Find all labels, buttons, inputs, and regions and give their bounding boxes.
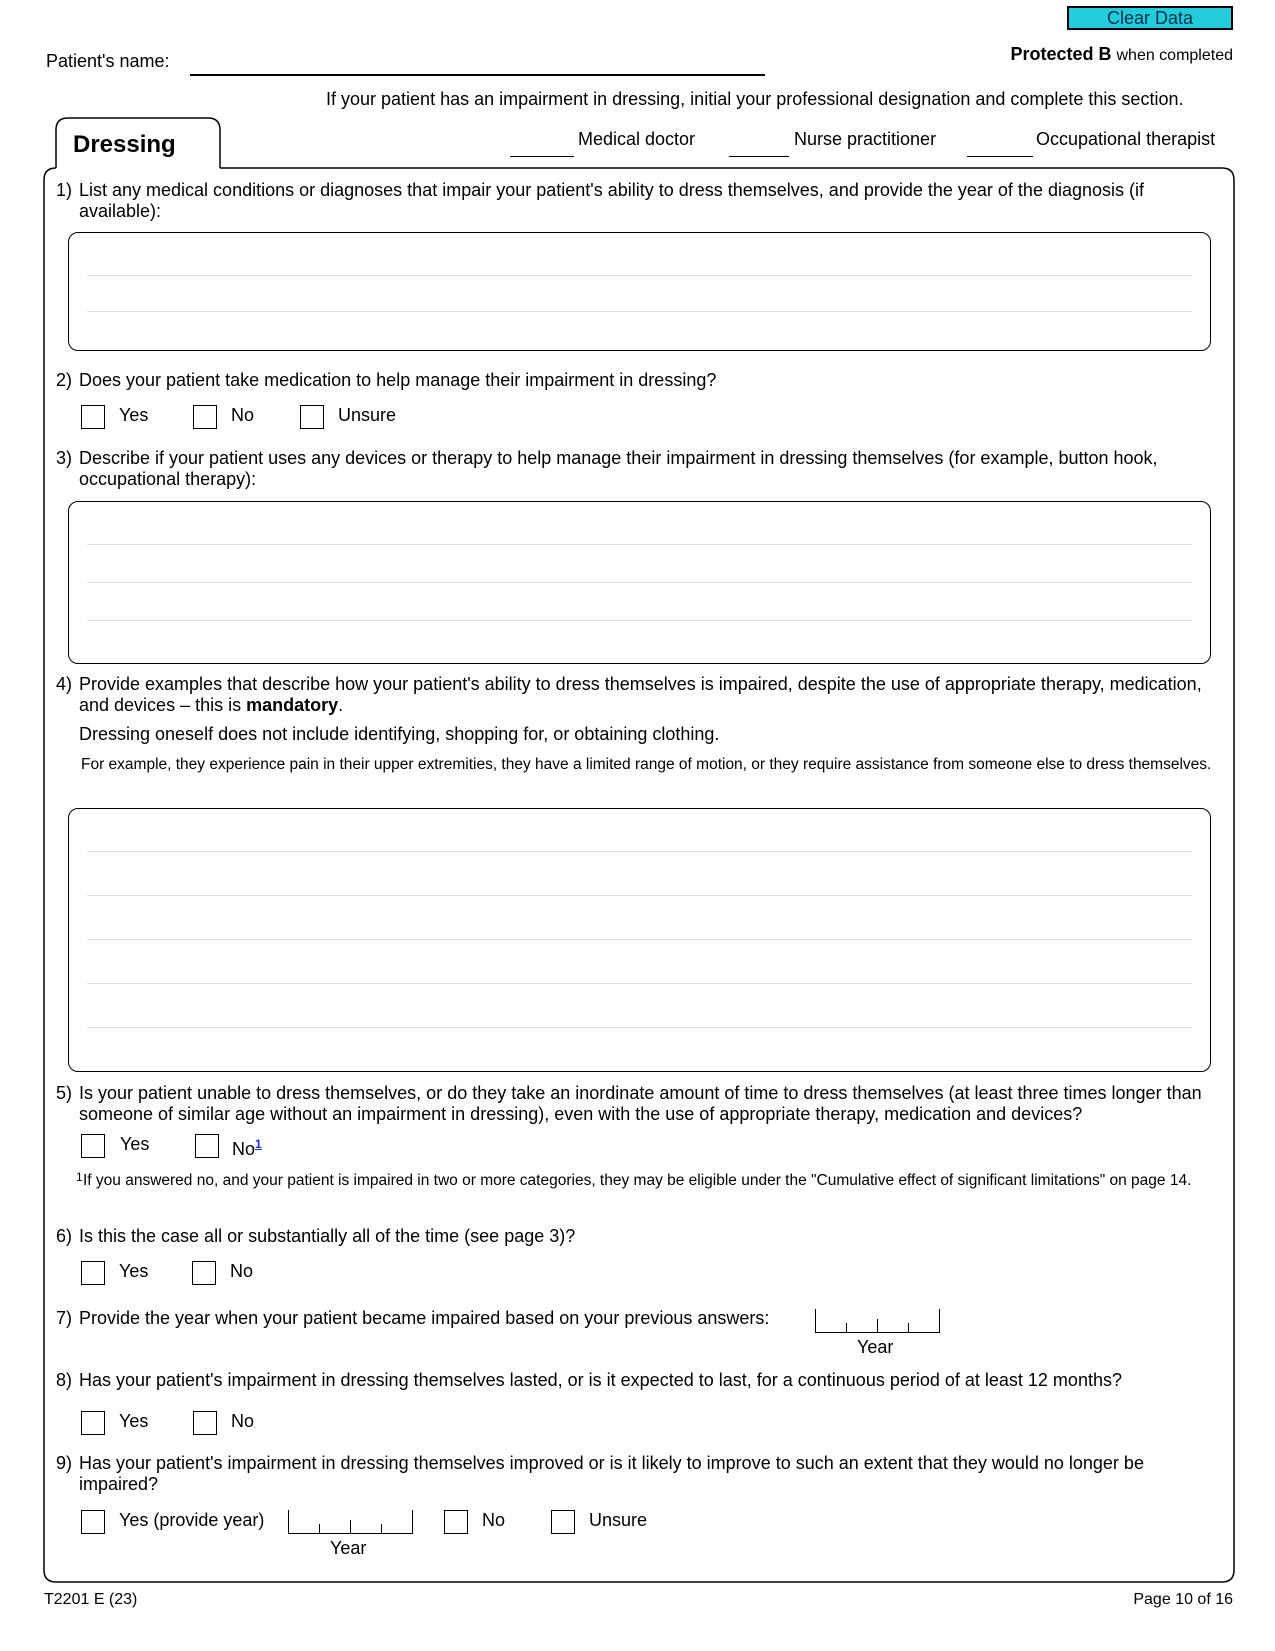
q9-no-checkbox[interactable] (444, 1510, 468, 1534)
q4-example: For example, they experience pain in their upper extremities, they have a limited range of motion, or they require assistance from someone else to dress themselves. (81, 756, 1212, 773)
patient-name-label: Patient's name: (46, 51, 170, 71)
page-number: Page 10 of 16 (1133, 1591, 1233, 1608)
q5-footnote-link[interactable]: 1 (255, 1137, 262, 1151)
q1-textarea[interactable] (68, 232, 1211, 351)
q2-yes-checkbox[interactable] (81, 405, 105, 429)
q1-number: 1) (56, 180, 73, 200)
protected-b: Protected B (1010, 44, 1112, 64)
q7-year-label: Year (857, 1337, 894, 1357)
q9-yes-label: Yes (provide year) (119, 1510, 265, 1530)
q4-textarea[interactable] (68, 808, 1211, 1072)
q3-textarea[interactable] (68, 501, 1211, 664)
q4-note: Dressing oneself does not include identifying, shopping for, or obtaining clothing. (79, 724, 720, 744)
q5-footnote-mark: 1 (76, 1170, 83, 1184)
q9-year-label: Year (330, 1538, 367, 1558)
q9-unsure-checkbox[interactable] (551, 1510, 575, 1534)
q4-mandatory: mandatory (246, 695, 339, 715)
q2-yes-label: Yes (119, 405, 149, 425)
q9-no-label: No (482, 1510, 506, 1530)
q4-text (79, 674, 1209, 716)
q9-number: 9) (56, 1453, 73, 1473)
q8-yes-label: Yes (119, 1411, 149, 1431)
q5-text: Is your patient unable to dress themselves, or do they take an inordinate amount of time to dress themselves (at least three times longer than someone of similar age without an impairment in dressing), even with the use of appropriate therapy, medication and devices? (79, 1083, 1202, 1124)
q5-no-text: No (232, 1139, 256, 1159)
q9-yes-checkbox[interactable] (81, 1510, 105, 1534)
q2-no-label: No (231, 405, 255, 425)
q8-yes-checkbox[interactable] (81, 1411, 105, 1435)
q2-text: Does your patient take medication to help manage their impairment in dressing? (79, 370, 717, 390)
q4-text-end: . (338, 695, 344, 715)
q8-no-checkbox[interactable] (193, 1411, 217, 1435)
q9-unsure-label: Unsure (589, 1510, 648, 1530)
q6-no-checkbox[interactable] (192, 1261, 216, 1285)
q5-yes-checkbox[interactable] (81, 1134, 105, 1158)
q5-no-checkbox[interactable] (195, 1134, 219, 1158)
q8-text: Has your patient's impairment in dressing themselves lasted, or is it expected to last, for a continuous period of at least 12 months? (79, 1370, 1122, 1390)
q5-yes-label: Yes (120, 1134, 150, 1154)
q9-text: Has your patient's impairment in dressing themselves improved or is it likely to improve to such an extent that they would no longer be impaired? (79, 1453, 1144, 1494)
q2-no-checkbox[interactable] (193, 405, 217, 429)
q2-unsure-checkbox[interactable] (300, 405, 324, 429)
q5-no-label (232, 1134, 262, 1160)
q3-number: 3) (56, 448, 73, 468)
q3-text: Describe if your patient uses any devices or therapy to help manage their impairment in dressing themselves (for example, button hook, occupational therapy): (79, 448, 1158, 489)
q6-text: Is this the case all or substantially all of the time (see page 3)? (79, 1226, 576, 1246)
q8-no-label: No (231, 1411, 255, 1431)
q6-no-label: No (230, 1261, 254, 1281)
designation-md: Medical doctor (578, 129, 696, 149)
clear-data-button[interactable]: Clear Data (1067, 6, 1233, 30)
designation-initial-ot[interactable] (967, 156, 1033, 157)
q4-text-a: Provide examples that describe how your patient's ability to dress themselves is impaired, despite the use of appropriate therapy, medication, and devices – this is (79, 674, 1202, 715)
q7-text: Provide the year when your patient became impaired based on your previous answers: (79, 1308, 770, 1328)
q4-number: 4) (56, 674, 73, 694)
designation-initial-np[interactable] (729, 156, 789, 157)
q6-number: 6) (56, 1226, 73, 1246)
q1-text: List any medical conditions or diagnoses that impair your patient's ability to dress themselves, and provide the year of the diagnosis (if available): (79, 180, 1144, 221)
designation-np: Nurse practitioner (794, 129, 937, 149)
section-intro: If your patient has an impairment in dressing, initial your professional designation and complete this section. (326, 89, 1184, 109)
designation-initial-md[interactable] (510, 156, 574, 157)
protected-suffix: when completed (1116, 47, 1233, 64)
q8-number: 8) (56, 1370, 73, 1390)
q2-number: 2) (56, 370, 73, 390)
section-title: Dressing (73, 131, 176, 158)
q9-year-field[interactable] (288, 1510, 413, 1534)
q6-yes-label: Yes (119, 1261, 149, 1281)
q5-number: 5) (56, 1083, 73, 1103)
q2-unsure-label: Unsure (338, 405, 397, 425)
q7-year-field[interactable] (815, 1309, 940, 1333)
q7-number: 7) (56, 1308, 73, 1328)
q5-footnote: If you answered no, and your patient is impaired in two or more categories, they may be eligible under the "Cumulative effect of significant limitations" on page 14. (83, 1172, 1192, 1189)
form-id: T2201 E (23) (44, 1591, 138, 1608)
q6-yes-checkbox[interactable] (81, 1261, 105, 1285)
designation-ot: Occupational therapist (1036, 129, 1216, 149)
